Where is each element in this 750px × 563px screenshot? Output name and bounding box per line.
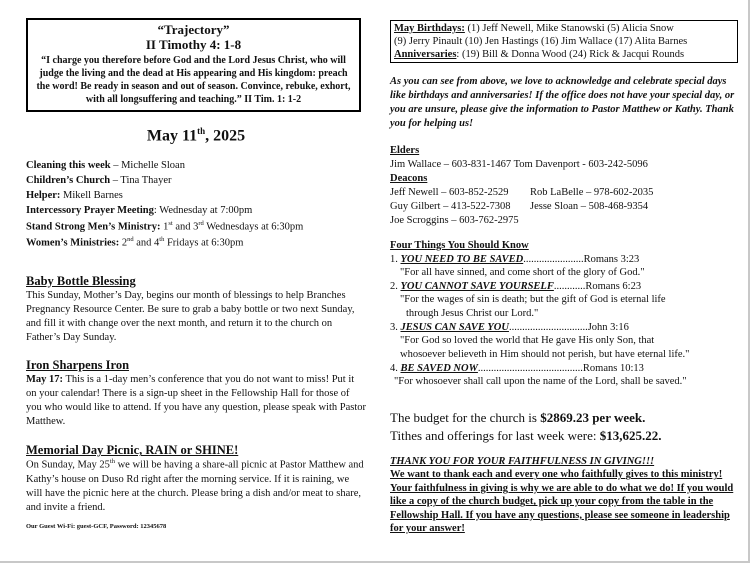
birthdays-line-2: (9) Jerry Pinault (10) Jen Hastings (16) Jim Wallace (17) Alita Barnes (394, 36, 688, 48)
womens-ministry-line: Women’s Ministries: 2nd and 4th Fridays at 6:30pm (26, 236, 244, 249)
iron-sharpens-body: May 17: This is a 1-day men’s conference that you do not want to miss! Put it on your calendar! There is a sign-up sheet in the Fellowship Hall for those of you who would like to attend. If you have any question, please speak with Pastor Matthew. (26, 374, 367, 428)
cleaning-line: Cleaning this week – Michelle Sloan (26, 160, 185, 172)
birthdays-box (390, 20, 738, 63)
bulletin-date: May 11th, 2025 (146, 125, 246, 145)
left-column (26, 18, 366, 531)
acknowledge-note: As you can see from above, we love to acknowledge and celebrate special days like birthdays and anniversaries! If the office does not have your special day, or you are unsure, please give the information to Pastor Matthew or Kathy. Thank you for helping us! (390, 76, 735, 130)
scripture-reference: II Timothy 4: 1-8 (145, 36, 242, 52)
four-things-quote: whosoever believeth in Him should not perish, but have eternal life." (400, 349, 690, 361)
budget-section (390, 409, 735, 444)
thanks-section (390, 455, 735, 536)
iron-sharpens-section (26, 358, 366, 429)
four-things-section (390, 239, 735, 389)
leadership-section (390, 144, 735, 228)
sermon-title: “Trajectory” (157, 22, 230, 37)
thanks-body: We want to thank each and every one who faithfully gives to this ministry! Your faithfulness in giving is why we are able to do what we do! If you would like a copy of the church budget, pick up your copy from the table in the Fellowship Hall. If you have any questions, please see someone in leadership for your answer! (390, 469, 734, 535)
right-column (390, 20, 735, 536)
picnic-heading: Memorial Day Picnic, RAIN or SHINE! (26, 443, 239, 458)
elders-line: Jim Wallace – 603-831-1467 Tom Davenport - 603-242-5096 (390, 159, 648, 171)
baby-bottle-section (26, 274, 366, 345)
childrens-church-line: Children’s Church – Tina Thayer (26, 175, 172, 187)
four-things-quote: "For the wages of sin is death; but the gift of God is eternal life (400, 294, 666, 306)
four-things-item: 3. JESUS CAN SAVE YOU..............................John 3:16 (390, 321, 629, 333)
prayer-meeting-line: Intercessory Prayer Meeting: Wednesday at 7:00pm (26, 204, 253, 216)
wifi-info: Our Guest Wi-Fi: guest-GCF, Password: 12345678 (26, 522, 167, 530)
baby-bottle-body: This Sunday, Mother’s Day, begins our month of blessings to help Branches Pregnancy Resource Center. Be sure to grab a baby bottle or two next Sunday, and fill it with change over the next month, and return it to the church on Father’s Day Sunday. (26, 289, 355, 343)
budget-weekly-line: The budget for the church is $2869.23 per week. (390, 409, 646, 425)
deacon-row: Guy Gilbert – 413-522-7308 Jesse Sloan – 508-468-9354 (390, 201, 649, 212)
birthdays-line-1: May Birthdays: (1) Jeff Newell, Mike Stanowski (5) Alicia Snow (394, 23, 674, 34)
deacons-heading: Deacons (390, 173, 428, 185)
elders-heading: Elders (390, 145, 420, 157)
helper-line: Helper: Mikell Barnes (26, 190, 123, 202)
picnic-body: On Sunday, May 25th we will be having a share-all picnic at Pastor Matthew and Kathy’s house on Duso Rd right after the morning service. If it is raining, we will have the picnic here at the church. Please bring a dish and/or meat to share, and invite a friend. (26, 458, 364, 513)
four-things-quote: "For all have sinned, and come short of the glory of God." (400, 267, 645, 279)
theme-verse-box (26, 18, 361, 112)
four-things-item: 1. YOU NEED TO BE SAVED.......................Romans 3:23 (390, 253, 640, 265)
iron-sharpens-heading: Iron Sharpens Iron (26, 358, 130, 373)
anniversaries-line: Anniversaries: (19) Bill & Donna Wood (24) Rick & Jacqui Rounds (394, 49, 685, 61)
mens-ministry-line: Stand Strong Men’s Ministry: 1st and 3rd Wednesdays at 6:30pm (26, 219, 304, 233)
four-things-quote: "For God so loved the world that He gave His only Son, that (400, 335, 655, 347)
baby-bottle-heading: Baby Bottle Blessing (26, 273, 136, 288)
deacon-row: Jeff Newell – 603-852-2529 Rob LaBelle – 978-602-2035 (390, 187, 654, 199)
tithes-line: Tithes and offerings for last week were: $13,625.22. (390, 427, 662, 443)
scripture-quote: “I charge you therefore before God and the Lord Jesus Christ, who will judge the living and the dead at His appearing and His kingdom: preach the word! Be ready in season and out of season. Convince, rebuke, exhort, with all longsuffering and teaching.” II Tim. 1: 1-2 (36, 54, 351, 105)
four-things-quote: "For whosoever shall call upon the name of the Lord, shall be saved." (394, 376, 687, 388)
four-things-quote: through Jesus Christ our Lord." (406, 308, 539, 320)
thanks-heading: THANK YOU FOR YOUR FAITHFULNESS IN GIVING!!! (390, 456, 655, 468)
duty-list (26, 159, 366, 251)
picnic-section (26, 443, 366, 514)
deacon-row: Joe Scroggins – 603-762-2975 (390, 214, 519, 226)
four-things-item: 4. BE SAVED NOW........................................Romans 10:13 (390, 362, 644, 374)
four-things-heading: Four Things You Should Know (390, 239, 529, 251)
four-things-item: 2. YOU CANNOT SAVE YOURSELF............Romans 6:23 (390, 280, 642, 292)
